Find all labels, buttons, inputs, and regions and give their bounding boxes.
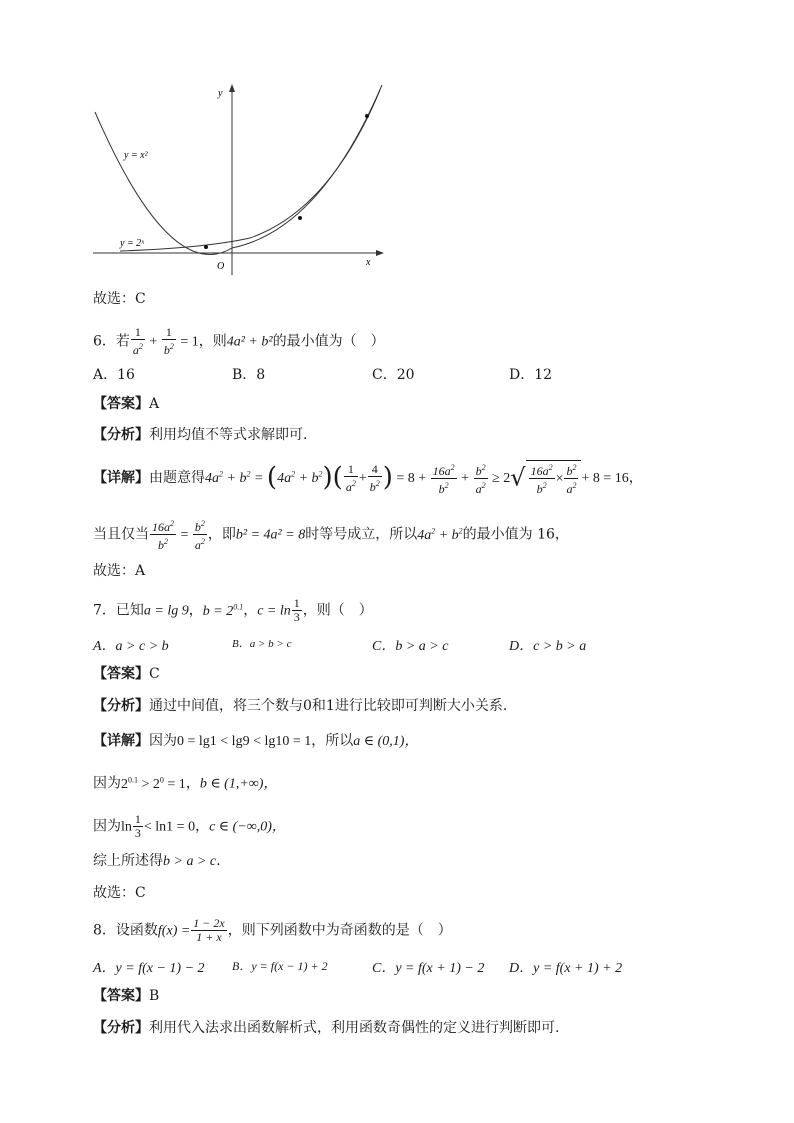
q8-option-d: D．y = f(x + 1) + 2 [509,961,623,976]
q7-analysis: 【分析】通过中间值，将三个数与0和1进行比较即可判断大小关系. [93,698,508,714]
q7-option-b: B．a > b > c [232,638,292,650]
curve-label-x-squared: y = x² [124,150,148,161]
q7-option-a: A．a > c > b [93,639,169,654]
q6-stem: 6．若 $\frac{1}{a^2}$ + $\frac{1}{b^2}$ = 1，则4a² + b²的最小值为（ ） [93,325,385,357]
curve-x-squared [95,85,382,255]
q6-option-d: D．12 [509,367,553,383]
q6-answer: 【答案】A [93,396,160,412]
q8-analysis: 【分析】利用代入法求出函数解析式，利用函数奇偶性的定义进行判断即可. [93,1020,560,1036]
frac-1-over-a2: $\frac{1}{a^2}$ [132,325,143,357]
q8-answer: 【答案】B [93,988,160,1004]
q7-detail-line-4: 综上所述得b > a > c. [93,853,221,869]
q6-option-b: B．8 [232,367,266,383]
function-graph [90,80,390,280]
frac-1-over-b2: $\frac{1}{b^2}$ [163,325,174,357]
q6-detail-line-1: 【详解】由题意得$4a^2 + b^2 = (4a^2 + b^2)$( $\frac{1}{a^2}$ + $\frac{4}{b^2}$ ) = 8 + $\frac{16a^2}{b^2}$ + $\frac{b^2}{a^2}$ ≥ 2√ $\frac{16a^2}{b^2}$ × $\frac{b^2}{a^2}$ + 8 = 16， [93,461,643,496]
q6-analysis: 【分析】利用均值不等式求解即可. [93,427,308,443]
q7-option-c: C．b > a > c [372,639,449,654]
q6-option-a: A．16 [93,367,135,383]
intersection-point-1 [204,245,208,249]
intersection-point-2 [298,216,302,220]
q8-option-a: A．y = f(x − 1) − 2 [93,961,205,976]
q6-number: 6．若 [93,333,130,350]
curve-label-2-to-x: y = 2ˣ [120,238,145,249]
q7-choice: 故选：C [93,885,146,901]
q7-stem: 7．已知a = lg 9，$b = 2^{0.1}$，c = ln $\frac{1}{3}$ ，则（ ） [93,596,373,624]
intersection-point-3 [365,114,369,118]
q7-detail-line-1: 【详解】因为0 = lg1 < lg9 < lg10 = 1，所以a ∈ (0,1)， [93,733,419,749]
y-axis-arrow [229,84,235,92]
q7-detail-line-2: 因为$2^{0.1} > 2^0 = 1$，b ∈ (1,+∞)， [93,775,278,792]
q6-detail-line-2: 当且仅当 $\frac{16a^2}{b^2}$ = $\frac{b^2}{a^2}$ ，即b² = 4a² = 8时等号成立，所以$4a^2 + b^2$的最小值为 16， [93,519,569,552]
curve-2-to-x [120,90,380,251]
origin-label: O [217,261,225,272]
q8-stem: 8．设函数f(x) = $\frac{1 - 2x}{1 + x}$ ，则下列函数中为奇函数的是（ ） [93,916,452,944]
q6-choice: 故选：A [93,563,146,579]
x-axis-arrow [376,250,384,256]
x-axis-label: x [366,257,371,268]
q7-option-d: D．c > b > a [509,639,587,654]
q8-option-b: B．y = f(x − 1) + 2 [232,959,328,973]
q5-choice: 故选：C [93,291,146,307]
y-axis-label: y [218,88,223,99]
q7-detail-line-3: 因为ln $\frac{1}{3}$ < ln1 = 0，c ∈ (−∞,0)， [93,812,286,840]
q6-option-c: C．20 [372,367,415,383]
q8-option-c: C．y = f(x + 1) − 2 [372,961,485,976]
q7-answer: 【答案】C [93,666,160,682]
